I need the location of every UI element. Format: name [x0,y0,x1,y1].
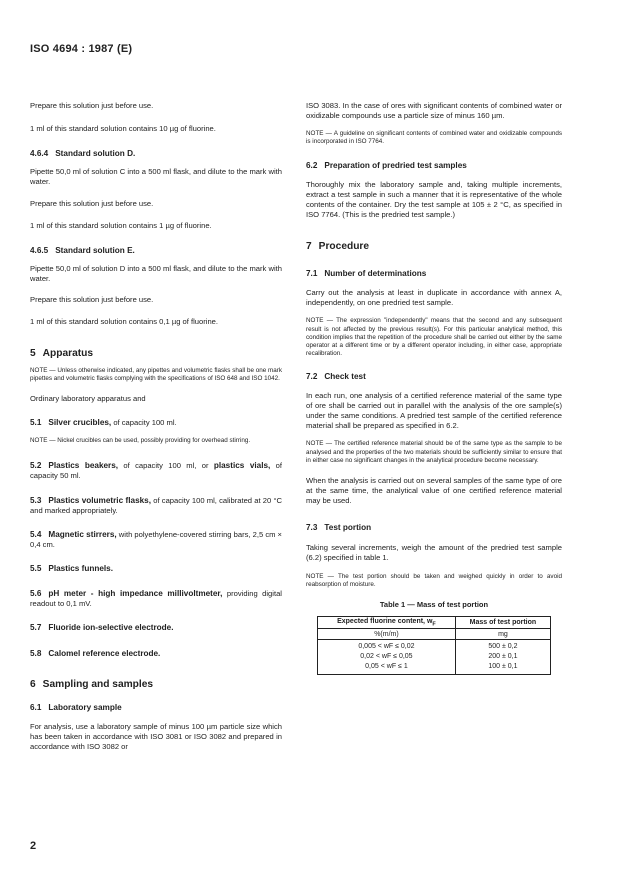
paragraph: Pipette 50,0 ml of solution D into a 500 ml flask, and dilute to the mark with water. [30,264,282,283]
table-header-mass: Mass of test portion [455,617,550,629]
paragraph: 1 ml of this standard solution contains 0,1 µg of fluorine. [30,317,218,326]
paragraph: Taking several increments, weigh the amount of the predried test sample (6.2) specified in table 1. [306,543,562,563]
paragraph: In each run, one analysis of a certified reference material of the same type of ore shall be carried out in parallel with the analysis of the ore sample(s) under the same conditions. A predried test sample of the certified reference material shall be prepared as specified in 6.2. [306,391,562,431]
paragraph: Prepare this solution just before use. [30,199,154,208]
clause-heading-6-2: 6.2 Preparation of predried test samples [306,161,467,171]
table-cell-fluorine-ranges: 0,005 < wF ≤ 0,02 0,02 < wF ≤ 0,05 0,05 < wF ≤ 1 [318,640,456,675]
clause-heading-7-3: 7.3 Test portion [306,523,372,533]
table-unit-cell: %(m/m) [318,629,456,640]
note: NOTE — The test portion should be taken and weighed quickly in order to avoid reabsorption of moisture. [306,573,562,589]
paragraph: When the analysis is carried out on several samples of the same type of ore at the same time, the analytical value of one certified reference material may be used. [306,476,562,506]
clause-heading-6-1: 6.1 Laboratory sample [30,702,122,712]
section-heading-5: 5 Apparatus [30,348,94,359]
clause-5-6: 5.6 pH meter - high impedance millivoltmeter, providing digital readout to 0,1 mV. [30,588,282,608]
paragraph: Carry out the analysis at least in duplicate in accordance with annex A, independently, on one predried test sample. [306,288,562,308]
page-number: 2 [30,840,37,852]
paragraph: Prepare this solution just before use. [30,295,154,304]
table-unit-cell: mg [455,629,550,640]
paragraph: ISO 3083. In the case of ores with significant contents of combined water or oxidizable compounds use a particle size of minus 160 µm. [306,101,562,120]
clause-5-2: 5.2 Plastics beakers, of capacity 100 ml, or plastics vials, of capacity 50 ml. [30,460,282,480]
left-column [30,101,282,752]
right-column [306,101,562,675]
section-heading-6: 6 Sampling and samples [30,678,154,690]
note: NOTE — The expression "independently" means that the second and any subsequent result is not affected by the previous result(s). For this particular analytical method, this condition implies that the repetition of the procedure shall be carried out either by the same operator at a different time or by a different operator including, in either case, appropriate recalibration. [306,317,562,358]
clause-5-4: 5.4 Magnetic stirrers, with polyethylene-covered stirring bars, 2,5 cm × 0,4 cm. [30,529,282,549]
note: NOTE — Unless otherwise indicated, any pipettes and volumetric flasks shall be one mark pipettes and volumetric flasks complying with the specifications of ISO 648 and ISO 1042. [30,367,282,383]
note: NOTE — A guideline on significant contents of combined water and oxidizable compounds is incorporated in ISO 7764. [306,130,562,146]
paragraph: Prepare this solution just before use. [30,101,154,110]
clause-heading-5-5: 5.5 Plastics funnels. [30,563,114,573]
clause-5-1: 5.1 Silver crucibles, of capacity 100 ml. [30,418,177,428]
clause-heading-4-6-5: 4.6.5 Standard solution E. [30,246,135,255]
clause-heading-7-1: 7.1 Number of determinations [306,269,427,279]
clause-heading-5-7: 5.7 Fluoride ion-selective electrode. [30,622,174,632]
paragraph: For analysis, use a laboratory sample of minus 100 µm particle size which has been taken in accordance with ISO 3081 or ISO 3082 and prepared in accordance with ISO 3082 or [30,721,282,751]
table-header-fluorine: Expected fluorine content, $w_F$ [318,617,456,629]
section-heading-7: 7 Procedure [306,241,370,253]
clause-heading-7-2: 7.2 Check test [306,372,366,382]
clause-heading-5-8: 5.8 Calomel reference electrode. [30,648,161,658]
note: NOTE — Nickel crucibles can be used, possibly providing for overhead stirring. [30,437,251,445]
mass-table [317,616,551,675]
page-header-title: ISO 4694 : 1987 (E) [30,43,133,55]
paragraph: Pipette 50,0 ml of solution C into a 500 ml flask, and dilute to the mark with water. [30,167,282,186]
paragraph: Thoroughly mix the laboratory sample and, taking multiple increments, extract a test sample in such a manner that it is representative of the whole contents of the container. Dry the test sample at 105 ± 2 °C, as specified in ISO 7764. (This is the predried test sample.) [306,180,562,220]
table-caption: Table 1 — Mass of test portion [379,600,489,610]
table-cell-masses: 500 ± 0,2 200 ± 0,1 100 ± 0,1 [455,640,550,675]
paragraph: 1 ml of this standard solution contains 10 µg of fluorine. [30,124,216,133]
paragraph: 1 ml of this standard solution contains 1 µg of fluorine. [30,221,212,230]
clause-heading-4-6-4: 4.6.4 Standard solution D. [30,149,136,158]
paragraph: Ordinary laboratory apparatus and [30,394,146,404]
note: NOTE — The certified reference material should be of the same type as the sample to be analysed and the properties of the two materials should be sufficiently similar to ensure that in either case no significant changes in the analytical procedure become necessary. [306,440,562,464]
clause-5-3: 5.3 Plastics volumetric flasks, of capacity 100 ml, calibrated at 20 °C and marked appropriately. [30,495,282,515]
